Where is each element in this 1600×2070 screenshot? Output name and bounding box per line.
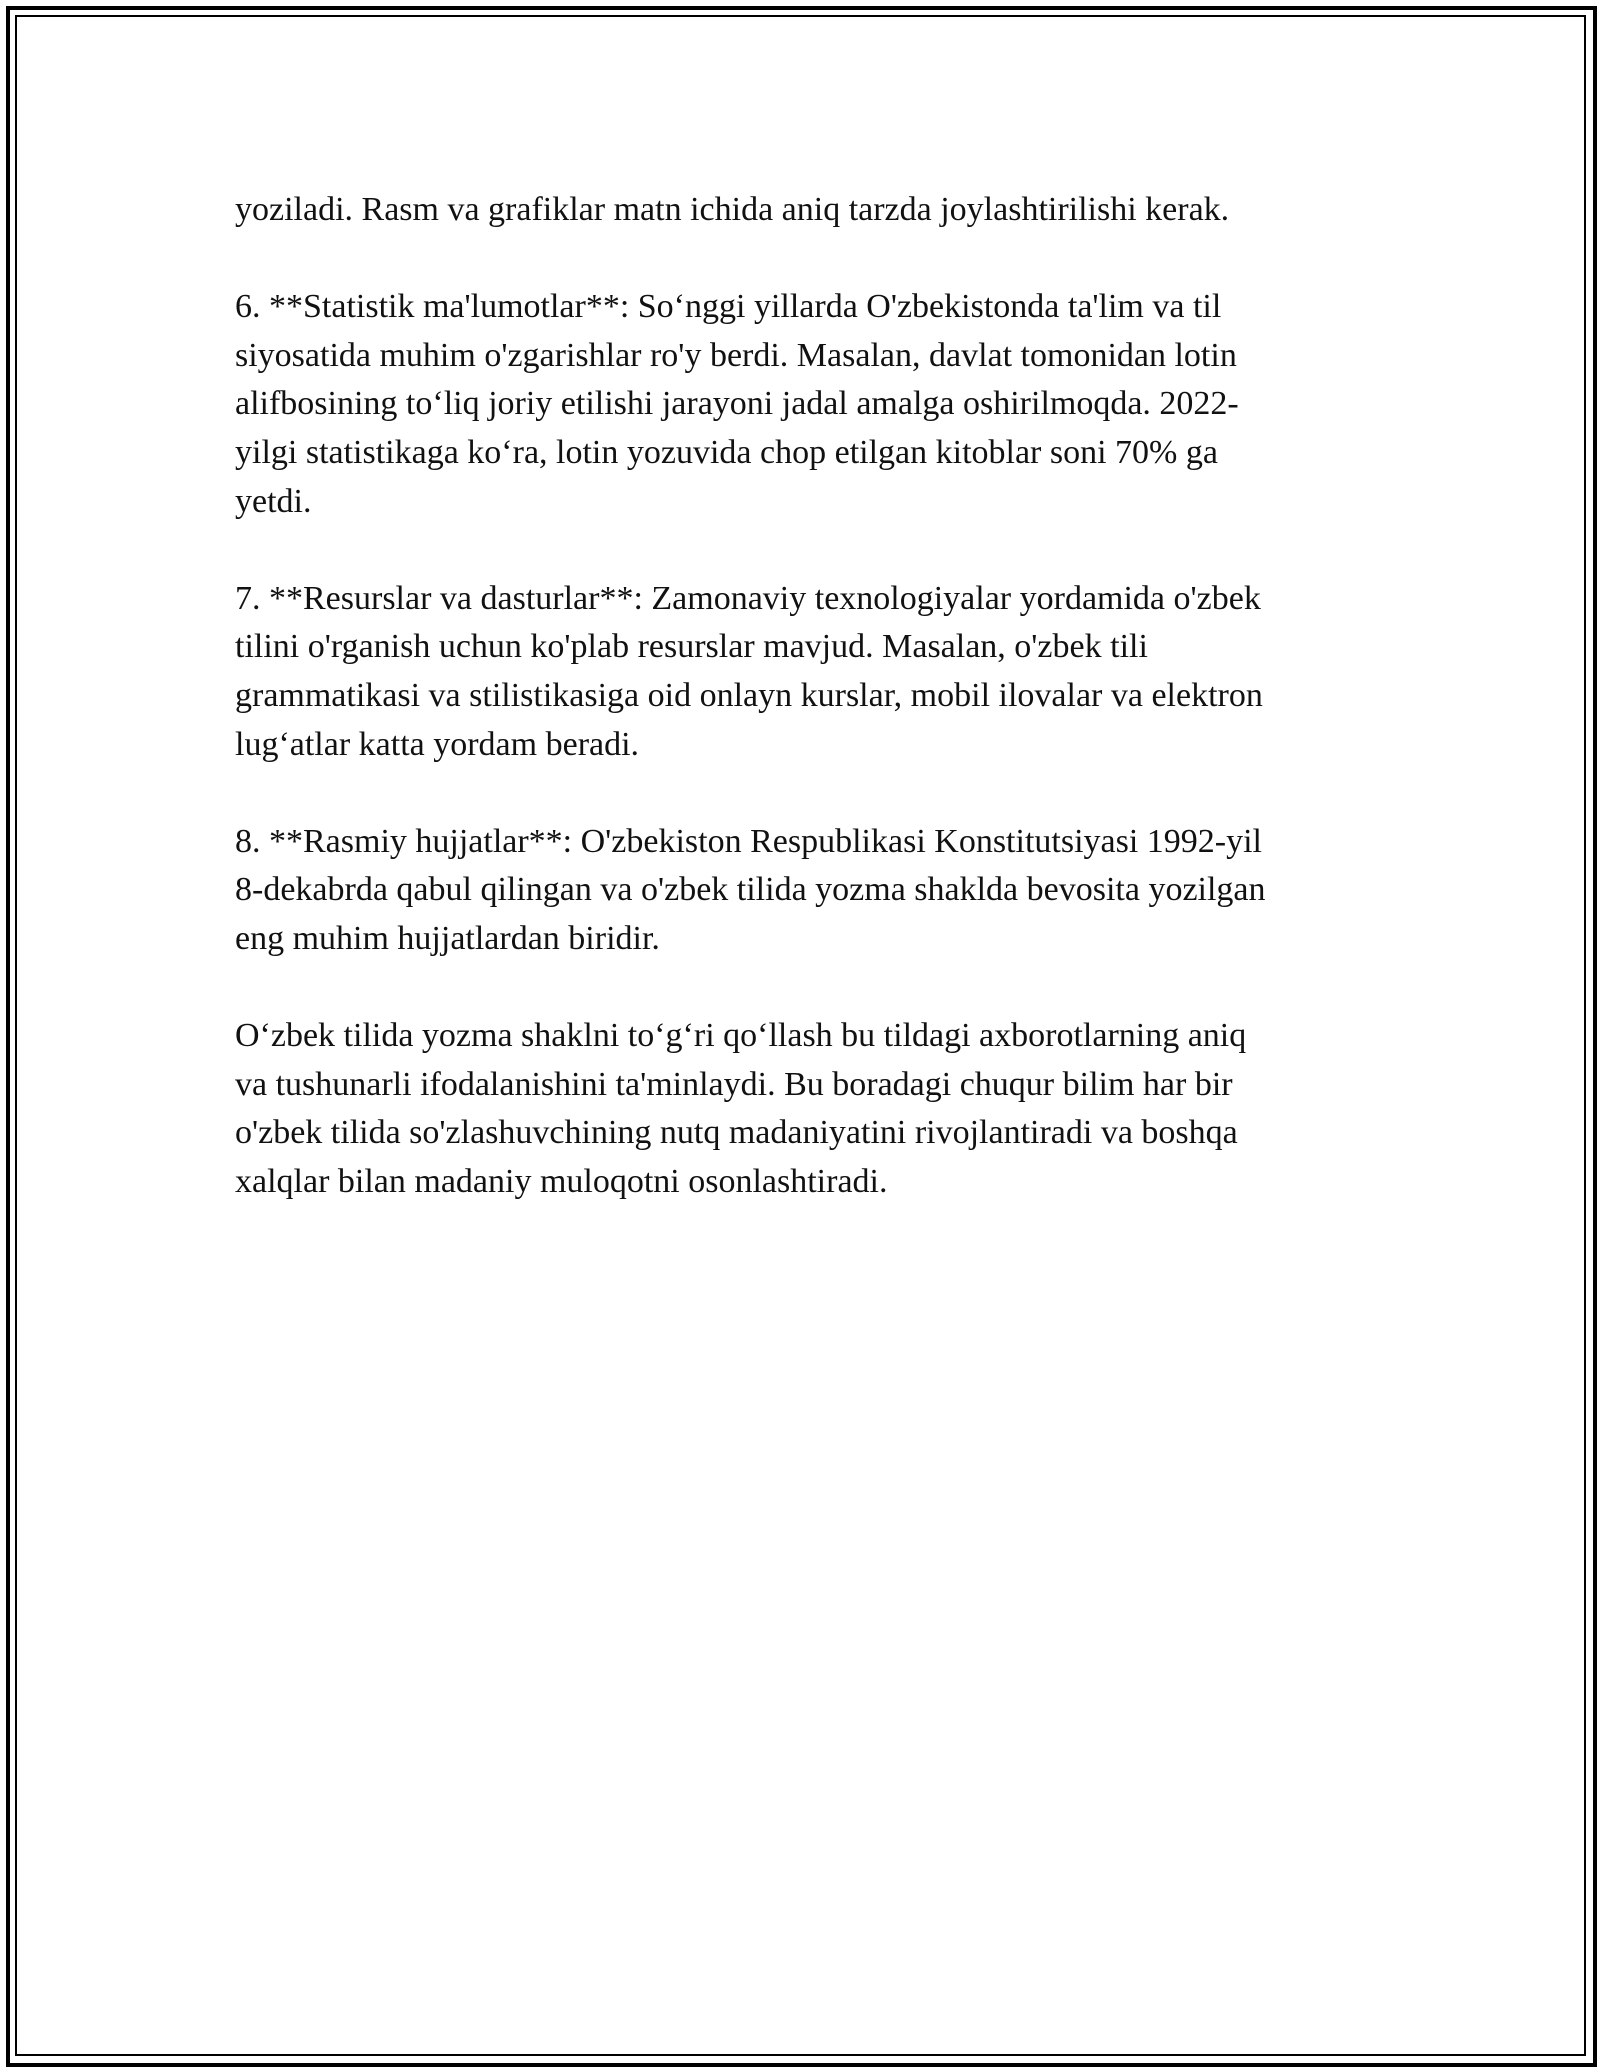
text-line: 8. **Rasmiy hujjatlar**: O'zbekiston Respublikasi Konstitutsiyasi 1992-yil (235, 822, 1263, 860)
text-line: grammatikasi va stilistikasiga oid onlayn kurslar, mobil ilovalar va elektron (235, 676, 1263, 714)
paragraph-continuation (235, 186, 1365, 235)
text-line: 7. **Resurslar va dasturlar**: Zamonaviy texnologiyalar yordamida o'zbek (235, 579, 1261, 617)
paragraph-resurslar-va-dasturlar (235, 575, 1365, 769)
text-line: xalqlar bilan madaniy muloqotni osonlashtiradi. (235, 1162, 888, 1200)
text-line: yilgi statistikaga koʻra, lotin yozuvida chop etilgan kitoblar soni 70% ga (235, 433, 1218, 471)
text-line: 8-dekabrda qabul qilingan va o'zbek tilida yozma shaklda bevosita yozilgan (235, 871, 1266, 909)
text-line: o'zbek tilida so'zlashuvchining nutq madaniyatini rivojlantiradi va boshqa (235, 1114, 1238, 1152)
text-line: alifbosining toʻliq joriy etilishi jarayoni jadal amalga oshirilmoqda. 2022- (235, 385, 1239, 423)
text-line: va tushunarli ifodalanishini ta'minlaydi. Bu boradagi chuqur bilim har bir (235, 1065, 1233, 1103)
paragraph-rasmiy-hujjatlar (235, 818, 1365, 964)
text-line: tilini o'rganish uchun ko'plab resurslar mavjud. Masalan, o'zbek tili (235, 628, 1148, 666)
text-line: yetdi. (235, 482, 312, 520)
paragraph-statistik-malumotlar (235, 283, 1365, 526)
text-line: 6. **Statistik ma'lumotlar**: Soʻnggi yillarda O'zbekistonda ta'lim va til (235, 288, 1222, 326)
text-line: Oʻzbek tilida yozma shaklni toʻgʻri qoʻllash bu tildagi axborotlarning aniq (235, 1017, 1247, 1055)
text-line: yoziladi. Rasm va grafiklar matn ichida aniq tarzda joylashtirilishi kerak. (235, 191, 1230, 228)
text-line: siyosatida muhim o'zgarishlar ro'y berdi. Masalan, davlat tomonidan lotin (235, 336, 1237, 374)
document-body (235, 186, 1365, 1255)
paragraph-conclusion (235, 1012, 1365, 1206)
text-line: lugʻatlar katta yordam beradi. (235, 725, 640, 763)
text-line: eng muhim hujjatlardan biridir. (235, 919, 660, 957)
